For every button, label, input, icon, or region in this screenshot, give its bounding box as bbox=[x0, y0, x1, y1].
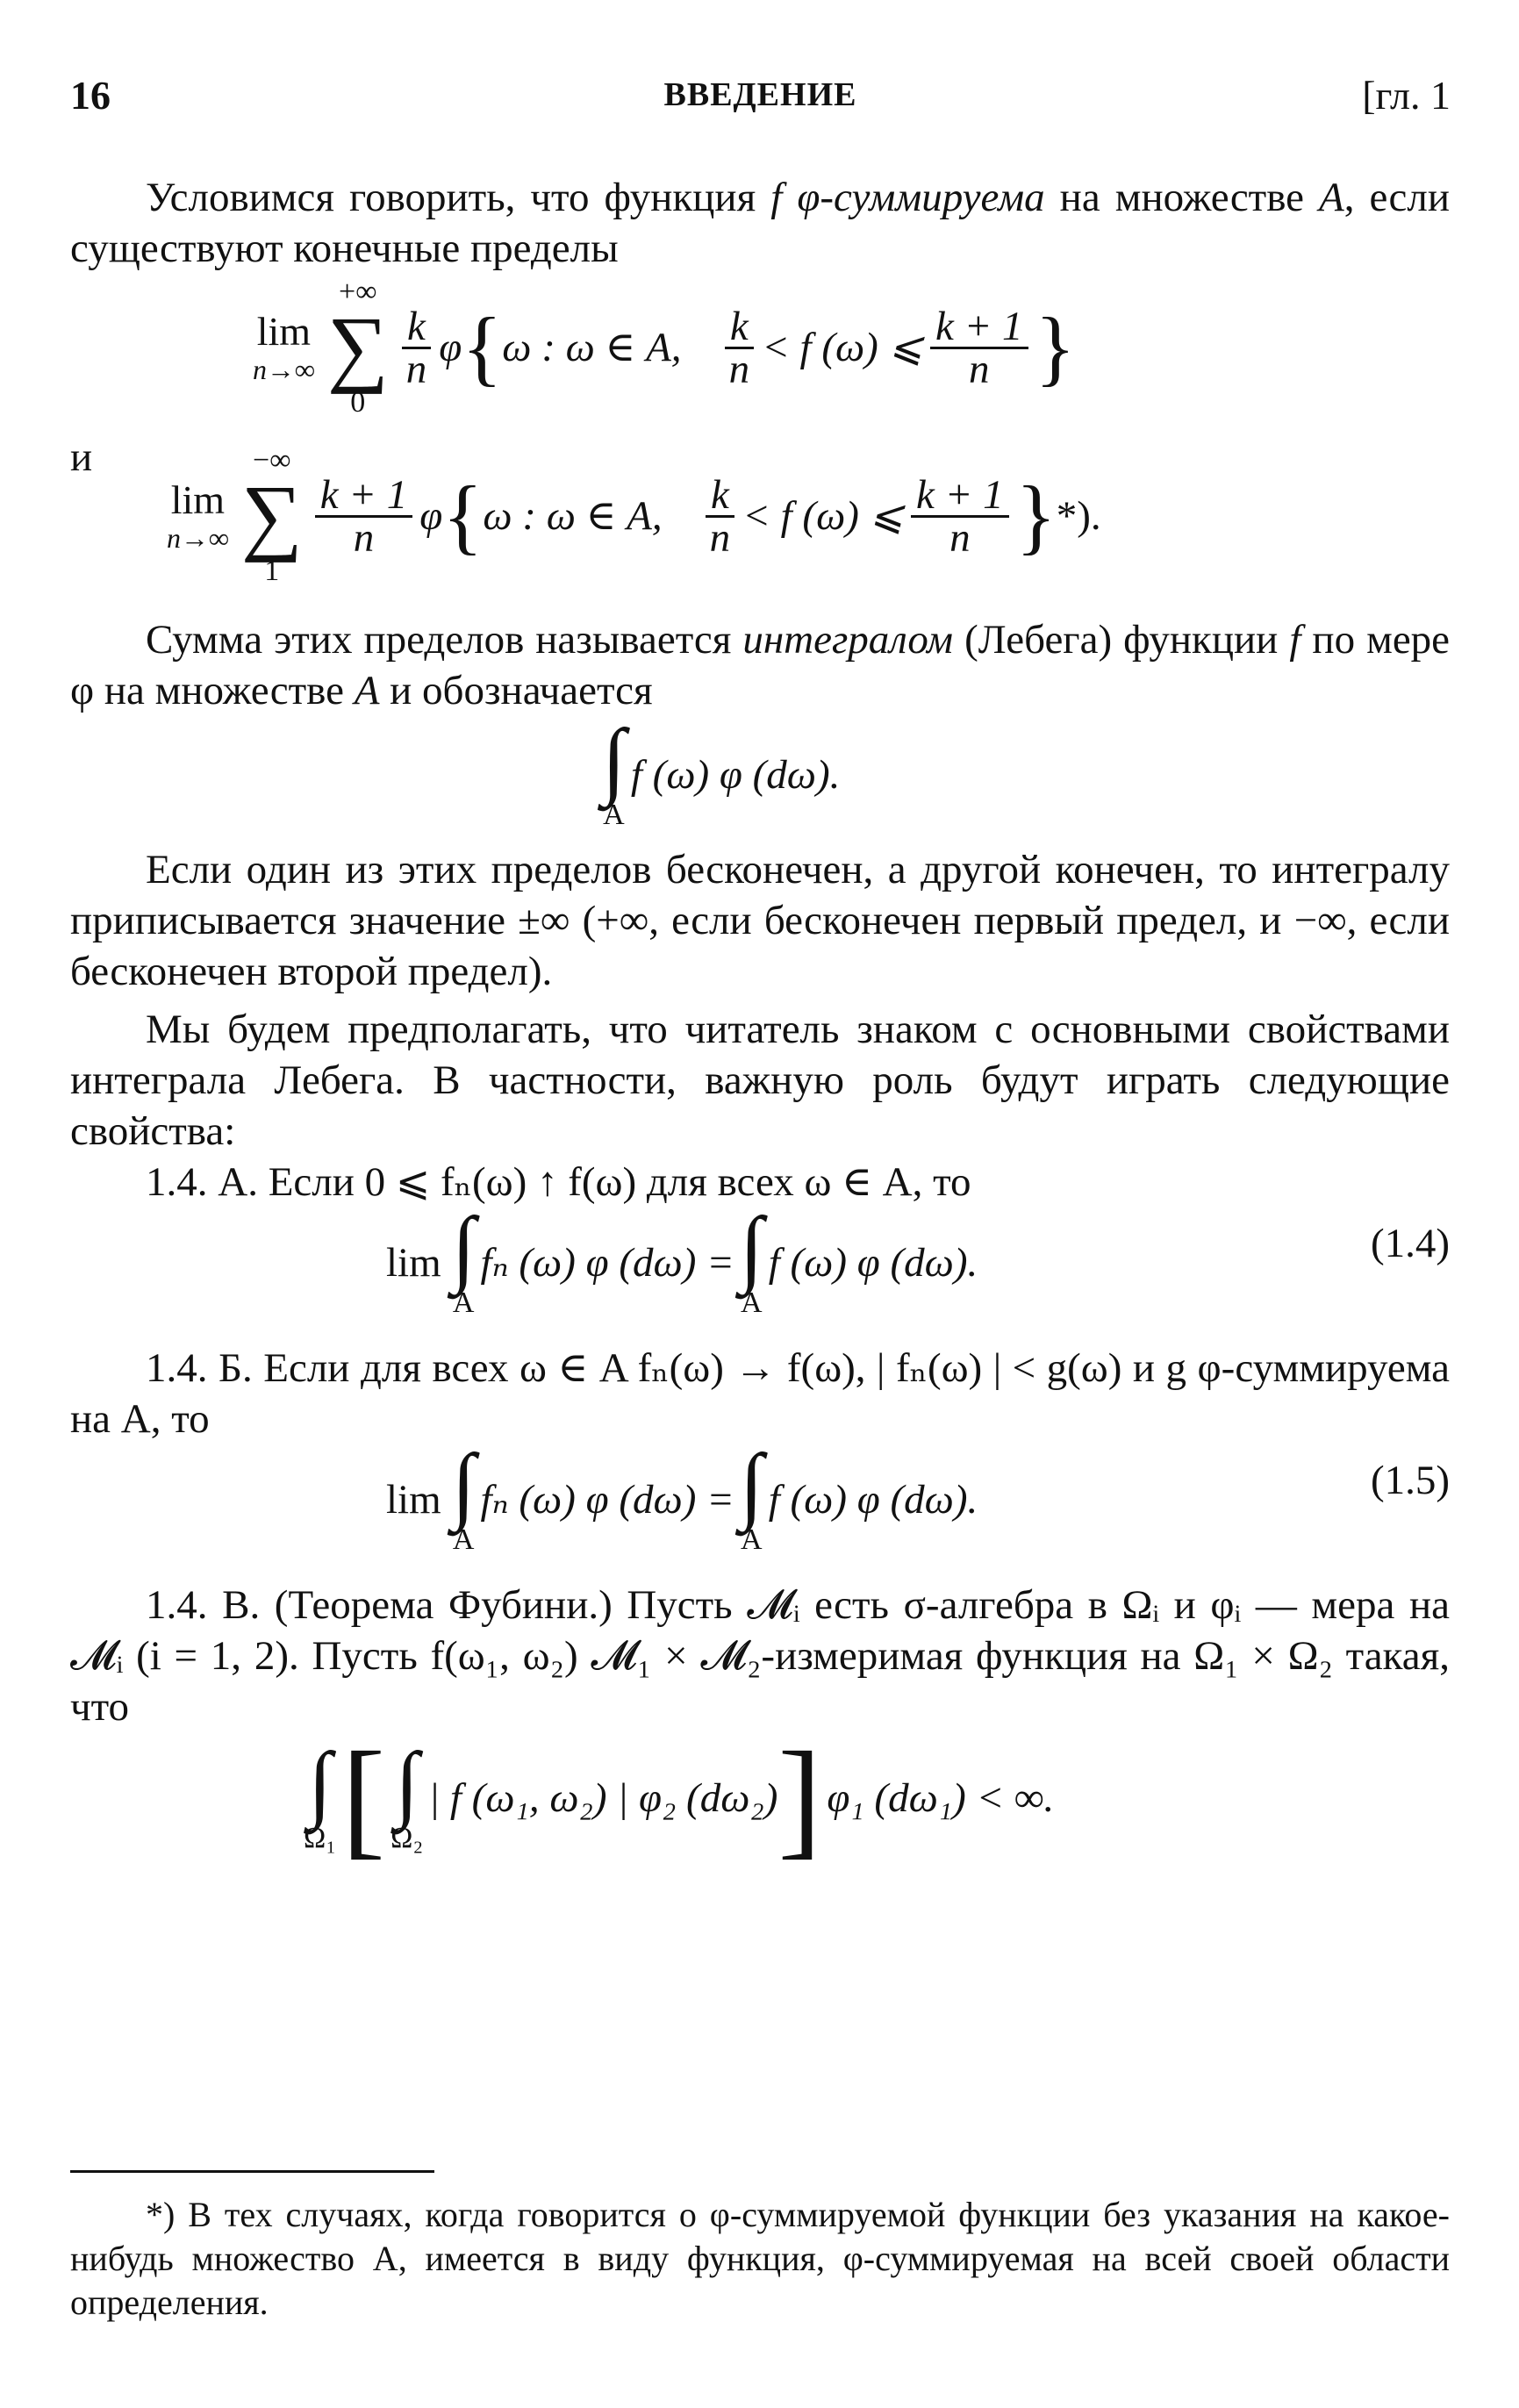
equation-upper-limit: lim n→∞ +∞ ∑ 0 $\frac{k}{n}$ φ { ω : ω ∈ A, $\frac{k}{n}$ < f (ω) ⩽ $\frac{k + 1}{n}$ } bbox=[253, 276, 1076, 419]
integral-sign: ∫ A bbox=[739, 1200, 763, 1319]
footnote: *) В тех случаях, когда говорится о φ-суммируемой функции без указания на какое-нибудь множество A, имеется в виду функция, φ-суммируемая на всей своей области определения. bbox=[70, 2195, 1450, 2322]
integral-sign: ∫ A bbox=[602, 713, 626, 831]
property-dominated-convergence: 1.4. Б. Если для всех ω ∈ A fₙ(ω) → f(ω), | fₙ(ω) | < g(ω) и g φ-суммируема на A, то bbox=[70, 1345, 1450, 1442]
property-fubini: 1.4. В. (Теорема Фубини.) Пусть 𝓜ᵢ есть σ-алгебра в Ωᵢ и φᵢ — мера на 𝓜ᵢ (i = 1, 2). Пусть f(ω₁, ω₂) 𝓜₁ × 𝓜₂-измеримая функция на Ω₁ × Ω₂ такая, что bbox=[70, 1582, 1450, 1730]
equation-1-5: lim ∫ A fₙ (ω) φ (dω) = ∫ A f (ω) φ (dω). (1.5) bbox=[386, 1437, 1450, 1556]
equation-integral-notation: ∫ A f (ω) φ (dω). bbox=[602, 713, 841, 831]
sum-sign: +∞ ∑ 0 bbox=[326, 276, 389, 419]
property-monotone-convergence: 1.4. А. Если 0 ⩽ fₙ(ω) ↑ f(ω) для всех ω ∈ A, то bbox=[146, 1159, 971, 1205]
paragraph-definition: Условимся говорить, что функция f φ-суммируема на множестве A, если существуют конечные пределы bbox=[70, 175, 1451, 271]
conjunction-and: и bbox=[70, 434, 93, 480]
integral-sign: ∫ A bbox=[451, 1200, 476, 1319]
paragraph-integral-definition: Сумма этих пределов называется интегралом (Лебега) функции f по мере φ на множестве A и обозначается bbox=[70, 617, 1451, 713]
integral-sign: ∫ A bbox=[451, 1437, 476, 1556]
page-body bbox=[70, 172, 1451, 1871]
equation-1-4: lim ∫ A fₙ (ω) φ (dω) = ∫ A f (ω) φ (dω). (1.4) bbox=[386, 1200, 1450, 1319]
chapter-label: [гл. 1 bbox=[1362, 73, 1451, 118]
page-number: 16 bbox=[70, 73, 111, 118]
sum-sign: −∞ ∑ 1 bbox=[240, 444, 303, 587]
paragraph-infinite-values: Если один из этих пределов бесконечен, а другой конечен, то интегралу приписывается значение ±∞ (+∞, если бесконечен первый предел, и −∞, если бесконечен второй предел). bbox=[70, 847, 1450, 994]
equation-lower-limit: и lim n→∞ −∞ ∑ 1 $\frac{k + 1}{n}$ φ { ω : ω ∈ A, $\frac{k}{n}$ < f (ω) ⩽ $\frac{k + 1}{n}$ } *). bbox=[70, 432, 1450, 598]
integral-sign: ∫ A bbox=[739, 1437, 763, 1556]
integral-sign: ∫ Ω₂ bbox=[390, 1736, 424, 1854]
equation-fubini-condition: ∫ Ω₁ [ ∫ Ω₂ | f (ω₁, ω₂) | φ₂ (dω₂) ] φ₁ (dω₁) < ∞. bbox=[304, 1725, 1055, 1871]
running-head bbox=[70, 72, 1451, 125]
equation-number: (1.5) bbox=[1370, 1458, 1450, 1503]
term-integral: интегралом bbox=[742, 617, 954, 663]
running-title: ВВЕДЕНИЕ bbox=[663, 76, 857, 113]
integral-sign: ∫ Ω₁ bbox=[304, 1736, 337, 1854]
term-phi-summable: φ-суммируема bbox=[797, 175, 1045, 220]
equation-number: (1.4) bbox=[1370, 1221, 1450, 1266]
paragraph-properties-intro: Мы будем предполагать, что читатель знаком с основными свойствами интеграла Лебега. В частности, важную роль будут играть следующие свойства: bbox=[70, 1007, 1450, 1154]
footnote-rule bbox=[70, 2170, 434, 2173]
